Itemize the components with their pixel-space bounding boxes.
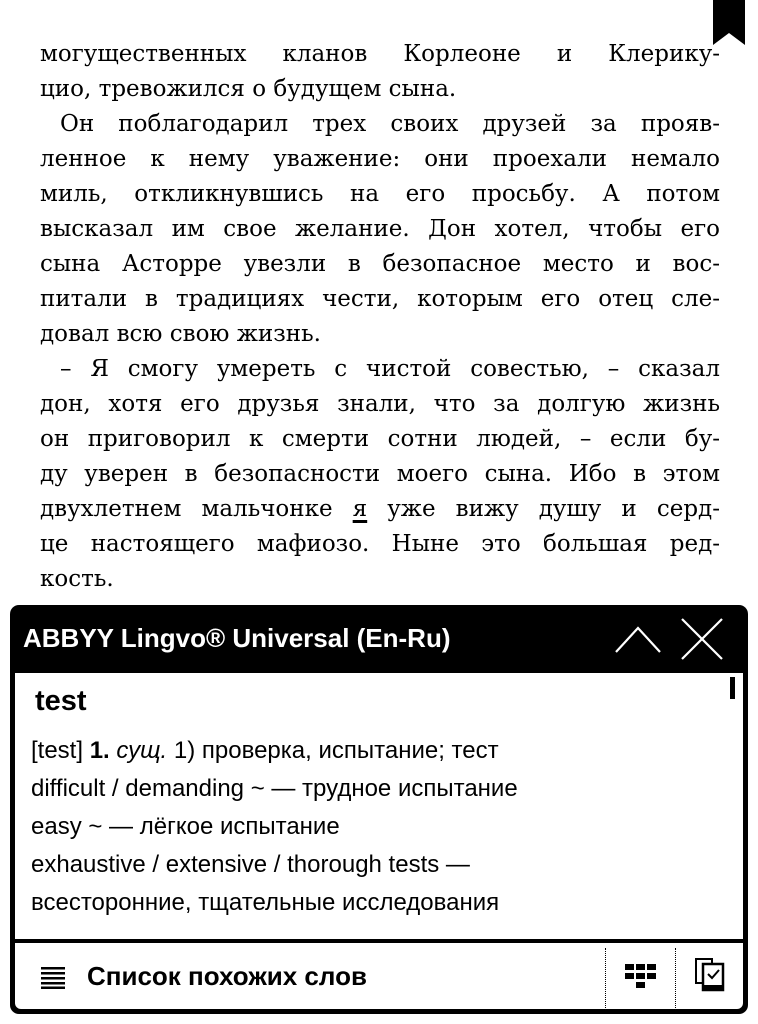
entry-line: всесторонние, тщательные исследования (31, 889, 500, 916)
grid-icon (625, 964, 657, 988)
selected-word[interactable]: я (352, 496, 368, 522)
sense-number: 1. (89, 737, 110, 764)
similar-words-button[interactable] (15, 943, 605, 1009)
text-line: це настоящего мафиозо. Ныне это большая ред- (40, 531, 720, 557)
text-segment: уже вижу душу и серд- (367, 496, 720, 522)
scrollbar[interactable] (730, 677, 735, 699)
text-line: миль, откликнувшись на его просьбу. А потом (40, 181, 720, 207)
toolbar-divider (675, 948, 676, 1012)
transcription: [test] (31, 737, 84, 764)
text-line: ду уверен в безопасности моего сына. Ибо в этом (40, 461, 720, 487)
entry-line: difficult / demanding ~ — трудное испытание (31, 775, 518, 802)
popup-toolbar (15, 943, 743, 1009)
text-line: ленное к нему уважение: они проехали немало (40, 146, 720, 172)
entry-line (31, 732, 721, 770)
text-line: питали в традициях чести, которым его отец сле- (40, 286, 720, 312)
text-line (40, 492, 720, 527)
translation: 1) проверка, испытание; тест (173, 737, 499, 764)
text-line: дон, хотя его друзья знали, что за долгую жизнь (40, 391, 720, 417)
headword: test (35, 685, 87, 717)
dictionaries-button[interactable] (677, 943, 743, 1009)
text-line: высказал им свое желание. Дон хотел, чтобы его (40, 216, 720, 242)
text-segment: двухлетнем мальчонке (40, 496, 353, 522)
text-line: Он поблагодарил трех своих друзей за прояв- (60, 111, 720, 137)
dictionary-popup (10, 605, 748, 1014)
reader-page (40, 37, 720, 597)
dictionary-entry (31, 732, 721, 922)
entry-panel[interactable] (15, 673, 743, 939)
text-line: он приговорил к смерти сотни людей, – если бу- (40, 426, 720, 452)
text-line: могущественных кланов Корлеоне и Клерику- (40, 41, 720, 67)
popup-title: ABBYY Lingvo® Universal (En-Ru) (23, 623, 451, 653)
text-line: кость. (40, 566, 114, 592)
text-line: довал всю свою жизнь. (40, 321, 321, 347)
close-icon[interactable] (678, 615, 726, 663)
text-line: сына Асторре увезли в безопасное место и вос- (40, 251, 720, 277)
grid-button[interactable] (607, 943, 675, 1009)
text-line: цио, тревожился о будущем сына. (40, 76, 457, 102)
part-of-speech: сущ. (116, 737, 168, 764)
toolbar-divider (605, 948, 606, 1012)
text-line: – Я смогу умереть с чистой совестью, – сказал (60, 356, 720, 382)
list-icon (41, 967, 65, 989)
chevron-up-icon[interactable] (613, 617, 663, 661)
similar-words-label: Список похожих слов (87, 961, 367, 991)
entry-line: easy ~ — лёгкое испытание (31, 813, 340, 840)
entry-line: exhaustive / extensive / thorough tests — (31, 851, 470, 878)
dictionaries-icon (695, 958, 727, 992)
